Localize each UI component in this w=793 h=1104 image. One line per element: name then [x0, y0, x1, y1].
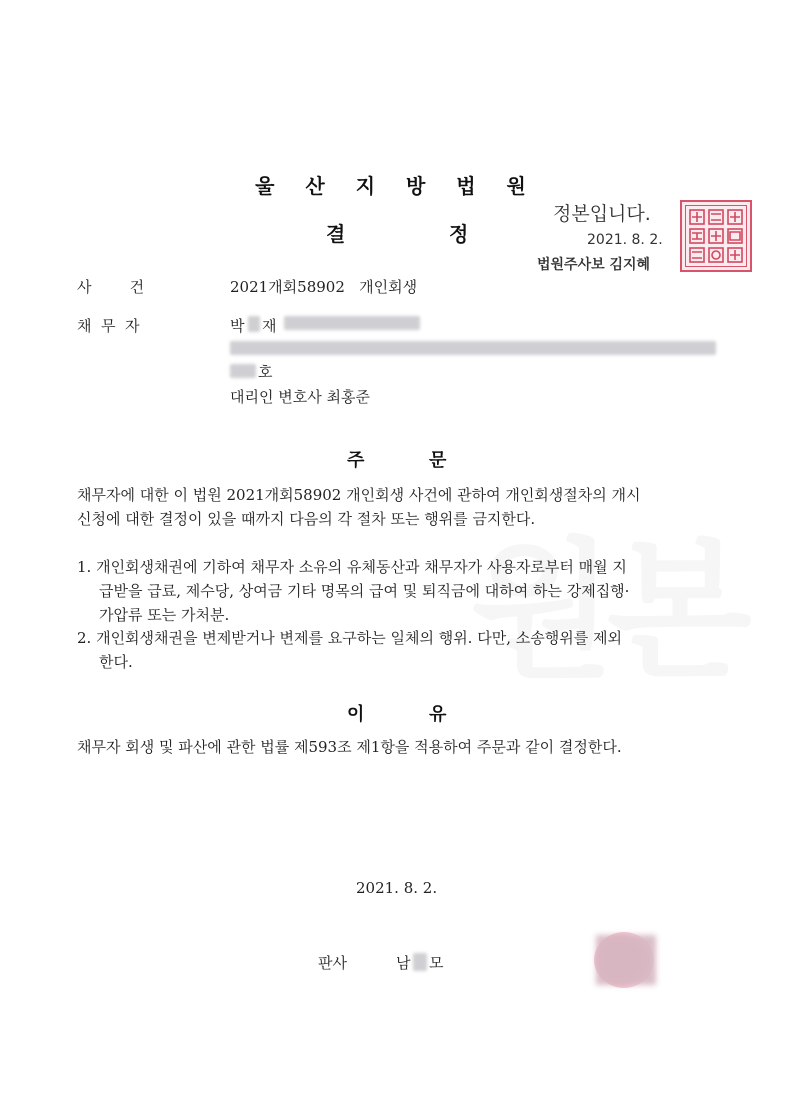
- reason-title-left: 이: [347, 704, 365, 725]
- order-item-2-line-2: 한다.: [99, 653, 133, 671]
- judge-name-suffix: 모: [429, 954, 444, 972]
- seal-glyphs: [682, 202, 750, 270]
- order-item-1-line-3: 가압류 또는 가처분.: [99, 606, 230, 624]
- certification-title: 정본입니다.: [553, 203, 651, 225]
- case-number: 2021개회58902 개인회생: [230, 278, 418, 296]
- representative: 대리인 변호사 최홍준: [230, 388, 370, 406]
- court-seal: [680, 200, 752, 272]
- order-item-1-line-2: 급받을 급료, 제수당, 상여금 기타 명목의 급여 및 퇴직금에 대하여 하는 강제집행·: [99, 582, 630, 600]
- order-intro-line-1: 채무자에 대한 이 법원 2021개회58902 개인회생 사건에 관하여 개인회생절차의 개시: [77, 486, 641, 504]
- court-name: 울 산 지 방 법 원: [255, 174, 538, 198]
- redaction-judge-stamp: [596, 935, 656, 985]
- debtor-name-suffix: 재: [262, 317, 277, 335]
- redaction-address-unit: [230, 364, 256, 378]
- reason-text: 채무자 회생 및 파산에 관한 법률 제593조 제1항을 적용하여 주문과 같이 결정한다.: [77, 738, 622, 756]
- redaction-block: [248, 316, 260, 332]
- debtor-label: 채 무 자: [77, 317, 140, 335]
- decision-title-right: 정: [449, 222, 469, 246]
- certification-date: 2021. 8. 2.: [587, 232, 663, 248]
- order-intro-line-2: 신청에 대한 결정이 있을 때까지 다음의 각 절차 또는 행위를 금지한다.: [77, 510, 536, 528]
- address-suffix: 호: [258, 363, 273, 381]
- case-label: 사 건: [77, 278, 145, 296]
- order-title-left: 주: [347, 450, 365, 471]
- debtor-name-prefix: 박: [230, 317, 245, 335]
- reason-title-right: 유: [429, 704, 447, 725]
- order-item-2-line-1: 2. 개인회생채권을 변제받거나 변제를 요구하는 일체의 행위. 다만, 소송행위를 제외: [77, 629, 622, 647]
- order-intro: [77, 483, 737, 531]
- certification-clerk: 법원주사보 김지혜: [537, 257, 651, 273]
- redaction-address: [230, 341, 716, 355]
- order-item-2: [77, 626, 737, 674]
- order-title-right: 문: [429, 450, 447, 471]
- order-item-1: [77, 555, 737, 627]
- decision-title-left: 결: [326, 222, 346, 246]
- judge-label: 판사: [318, 954, 347, 972]
- judge-name-prefix: 남: [396, 954, 411, 972]
- order-item-1-line-1: 1. 개인회생채권에 기하여 채무자 소유의 유체동산과 채무자가 사용자로부터 매월 지: [77, 558, 627, 576]
- redaction-judge-name: [413, 953, 427, 971]
- decision-date: 2021. 8. 2.: [356, 879, 438, 897]
- redaction-id-number: [284, 316, 420, 330]
